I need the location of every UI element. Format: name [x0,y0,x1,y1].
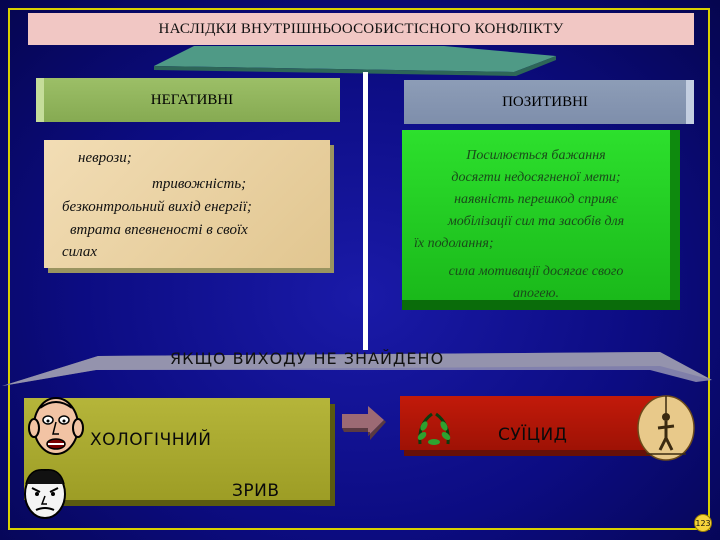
top-connector-shape [154,46,556,72]
vertical-divider [363,72,368,350]
negative-consequences-box [44,140,330,268]
positive-line: їх подолання; [414,236,494,251]
positive-line: Посилюється бажання [466,148,606,163]
positive-line: мобілізації сил та засобів для [447,214,625,229]
positive-line: досягти недосягненої мети; [451,170,621,185]
negative-tab [36,78,340,122]
positive-consequences-box [402,130,680,300]
distressed-face-icon [18,466,72,522]
hanging-figure-icon [636,392,696,462]
positive-line: апогею. [512,286,560,301]
wreath-icon [414,410,454,450]
positive-line: наявність перешкод сприяє [454,192,618,207]
page-number: 123 [695,518,711,528]
negative-line: силах [62,244,98,260]
negative-line: неврози; [78,150,132,166]
negative-line: втрата впевненості в своїх [70,222,248,238]
negative-line: тривожність; [152,176,247,192]
page-number-badge [694,514,712,532]
title-box [28,13,694,45]
breakdown-label-line2: ЗРИВ [232,481,280,501]
condition-label: ЯКЩО ВИХОДУ НЕ ЗНАЙДЕНО [170,349,445,368]
arrow-right-icon [342,406,386,440]
negative-label: НЕГАТИВНІ [150,91,234,108]
positive-line: сила мотивації досягає свого [448,264,624,279]
positive-label: ПОЗИТИВНІ [502,93,588,110]
slide-title: НАСЛІДКИ ВНУТРІШНЬООСОБИСТІСНОГО КОНФЛІКТУ [158,20,564,37]
suicide-label: СУЇЦИД [498,425,568,445]
worried-face-icon [26,392,86,462]
positive-tab [404,80,694,124]
breakdown-label-line1: ХОЛОГІЧНИЙ [90,430,212,450]
negative-line: безконтрольний вихід енергії; [62,199,252,215]
